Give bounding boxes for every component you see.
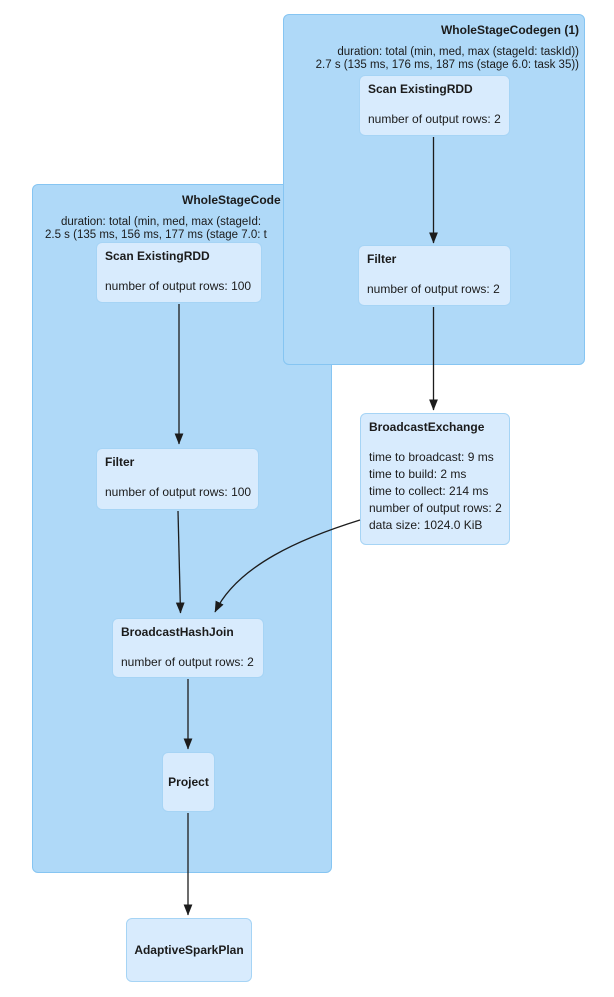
node-broadcast-hash-join[interactable] [112, 618, 264, 678]
node-metric: time to broadcast: 9 ms [369, 450, 494, 464]
cluster-duration-line2: 2.5 s (135 ms, 156 ms, 177 ms (stage 7.0: t [45, 229, 267, 241]
node-metric: number of output rows: 2 [121, 655, 254, 669]
node-metric: number of output rows: 100 [105, 485, 252, 499]
node-filter-1[interactable] [358, 245, 511, 306]
node-title: Scan ExistingRDD [368, 82, 473, 96]
node-title: BroadcastExchange [369, 420, 485, 434]
node-project[interactable] [162, 752, 215, 812]
node-title: Project [168, 775, 209, 789]
node-metric: number of output rows: 2 [368, 112, 501, 126]
cluster-title: WholeStageCodegen (1) [440, 23, 579, 37]
node-title: Scan ExistingRDD [105, 249, 210, 263]
node-broadcast-exchange[interactable] [360, 413, 510, 545]
node-metric: time to build: 2 ms [369, 467, 467, 481]
node-metric: number of output rows: 100 [105, 279, 252, 293]
cluster-duration-line1: duration: total (min, med, max (stageId: [61, 216, 262, 228]
node-metric: number of output rows: 2 [367, 282, 500, 296]
node-title: AdaptiveSparkPlan [134, 943, 244, 957]
cluster-wholestagecodegen-1 [283, 14, 585, 365]
node-scan-existingrdd-1[interactable] [359, 75, 510, 136]
node-filter-2[interactable] [96, 448, 259, 510]
node-metric: number of output rows: 2 [369, 501, 502, 515]
node-scan-existingrdd-2[interactable] [96, 242, 262, 303]
node-metric: data size: 1024.0 KiB [369, 518, 483, 532]
node-title: BroadcastHashJoin [121, 625, 234, 639]
node-metric: time to collect: 214 ms [369, 484, 489, 498]
cluster-duration-line2: 2.7 s (135 ms, 176 ms, 187 ms (stage 6.0: task 35)) [315, 59, 579, 71]
node-title: Filter [105, 455, 135, 469]
cluster-duration-line1: duration: total (min, med, max (stageId: taskId)) [337, 46, 579, 58]
cluster-title: WholeStageCode [182, 193, 281, 207]
node-adaptive-spark-plan[interactable] [126, 918, 252, 982]
node-title: Filter [367, 252, 397, 266]
